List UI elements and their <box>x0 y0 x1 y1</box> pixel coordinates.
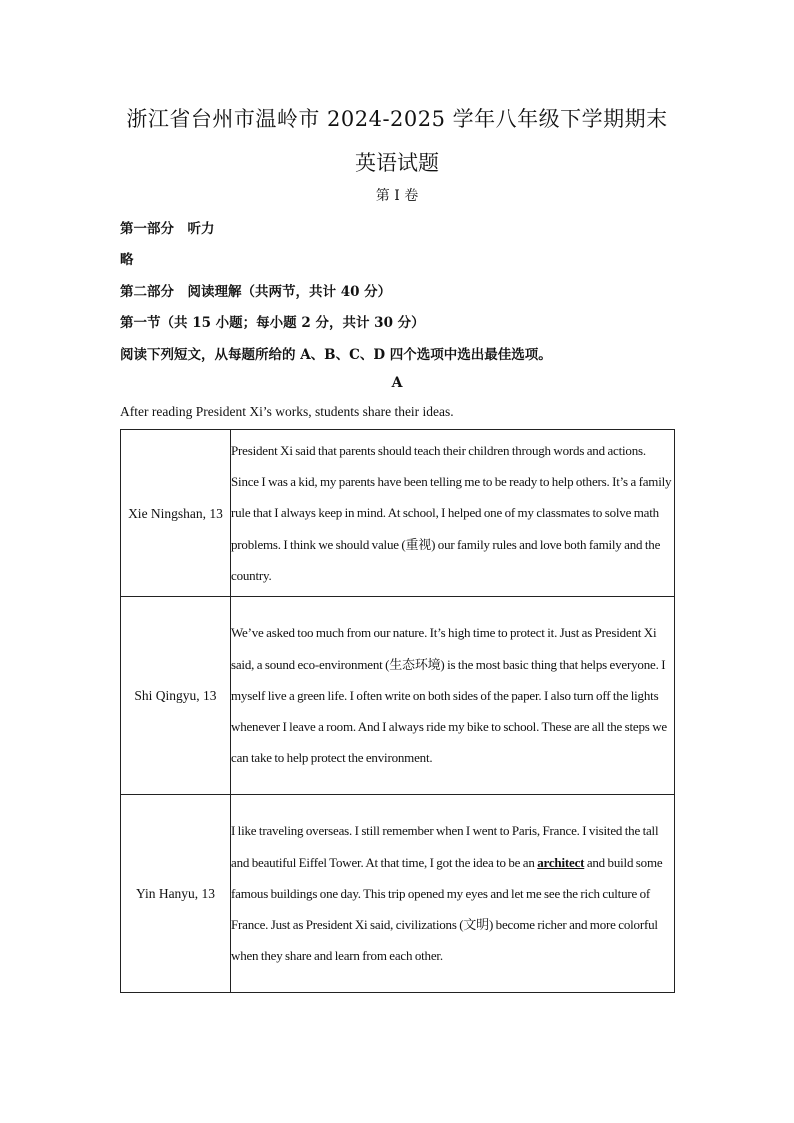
passage-table <box>120 429 675 993</box>
table-row <box>121 597 675 795</box>
student-text: President Xi said that parents should teach their children through words and actions. Since I was a kid, my parents have been telling me to be ready to help others. It’s a family rule that I always keep in mind. At school, I helped one of my classmates to solve math problems. I think we should value (重视) our family rules and love both family and the country. <box>231 430 675 597</box>
document-subtitle: 英语试题 <box>355 151 439 175</box>
student-text <box>231 795 675 993</box>
table-row <box>121 795 675 993</box>
table-row <box>121 430 675 597</box>
text-before-keyword: I like traveling overseas. I still remember when I went to Paris, France. I visited the tall and beautiful Eiffel Tower. At that time, I got the idea to be an <box>231 823 659 870</box>
passage-label: A <box>391 375 403 391</box>
part1-heading: 第一部分 听力 <box>120 221 215 237</box>
section1-heading: 第一节（共 15 小题；每小题 2 分，共计 30 分） <box>120 315 425 331</box>
part2-heading: 第二部分 阅读理解（共两节，共计 40 分） <box>120 284 392 300</box>
student-text: We’ve asked too much from our nature. It’s high time to protect it. Just as President Xi said, a sound eco-environment (生态环境) is the most basic thing that helps everyone. I myself live a green life. I often write on both sides of the paper. I also turn off the lights whenever I leave a room. And I always ride my bike to school. These are all the steps we can take to help protect the environment. <box>231 597 675 795</box>
student-name: Yin Hanyu, 13 <box>121 795 231 993</box>
volume-label: 第 I 卷 <box>375 188 419 204</box>
student-name: Xie Ningshan, 13 <box>121 430 231 597</box>
part1-note: 略 <box>120 252 134 268</box>
passage-intro: After reading President Xi’s works, students share their ideas. <box>120 404 454 419</box>
document-title: 浙江省台州市温岭市 2024-2025 学年八年级下学期期末 <box>126 107 668 131</box>
student-name: Shi Qingyu, 13 <box>121 597 231 795</box>
instruction-text: 阅读下列短文，从每题所给的 A、B、C、D 四个选项中选出最佳选项。 <box>120 347 552 363</box>
keyword-architect: architect <box>537 854 585 870</box>
text-after-keyword: and build some famous buildings one day. This trip opened my eyes and let me see the rich culture of France. Just as President Xi said, civilizations (文明) become richer and more colorful when they share and learn from each other. <box>231 854 663 964</box>
